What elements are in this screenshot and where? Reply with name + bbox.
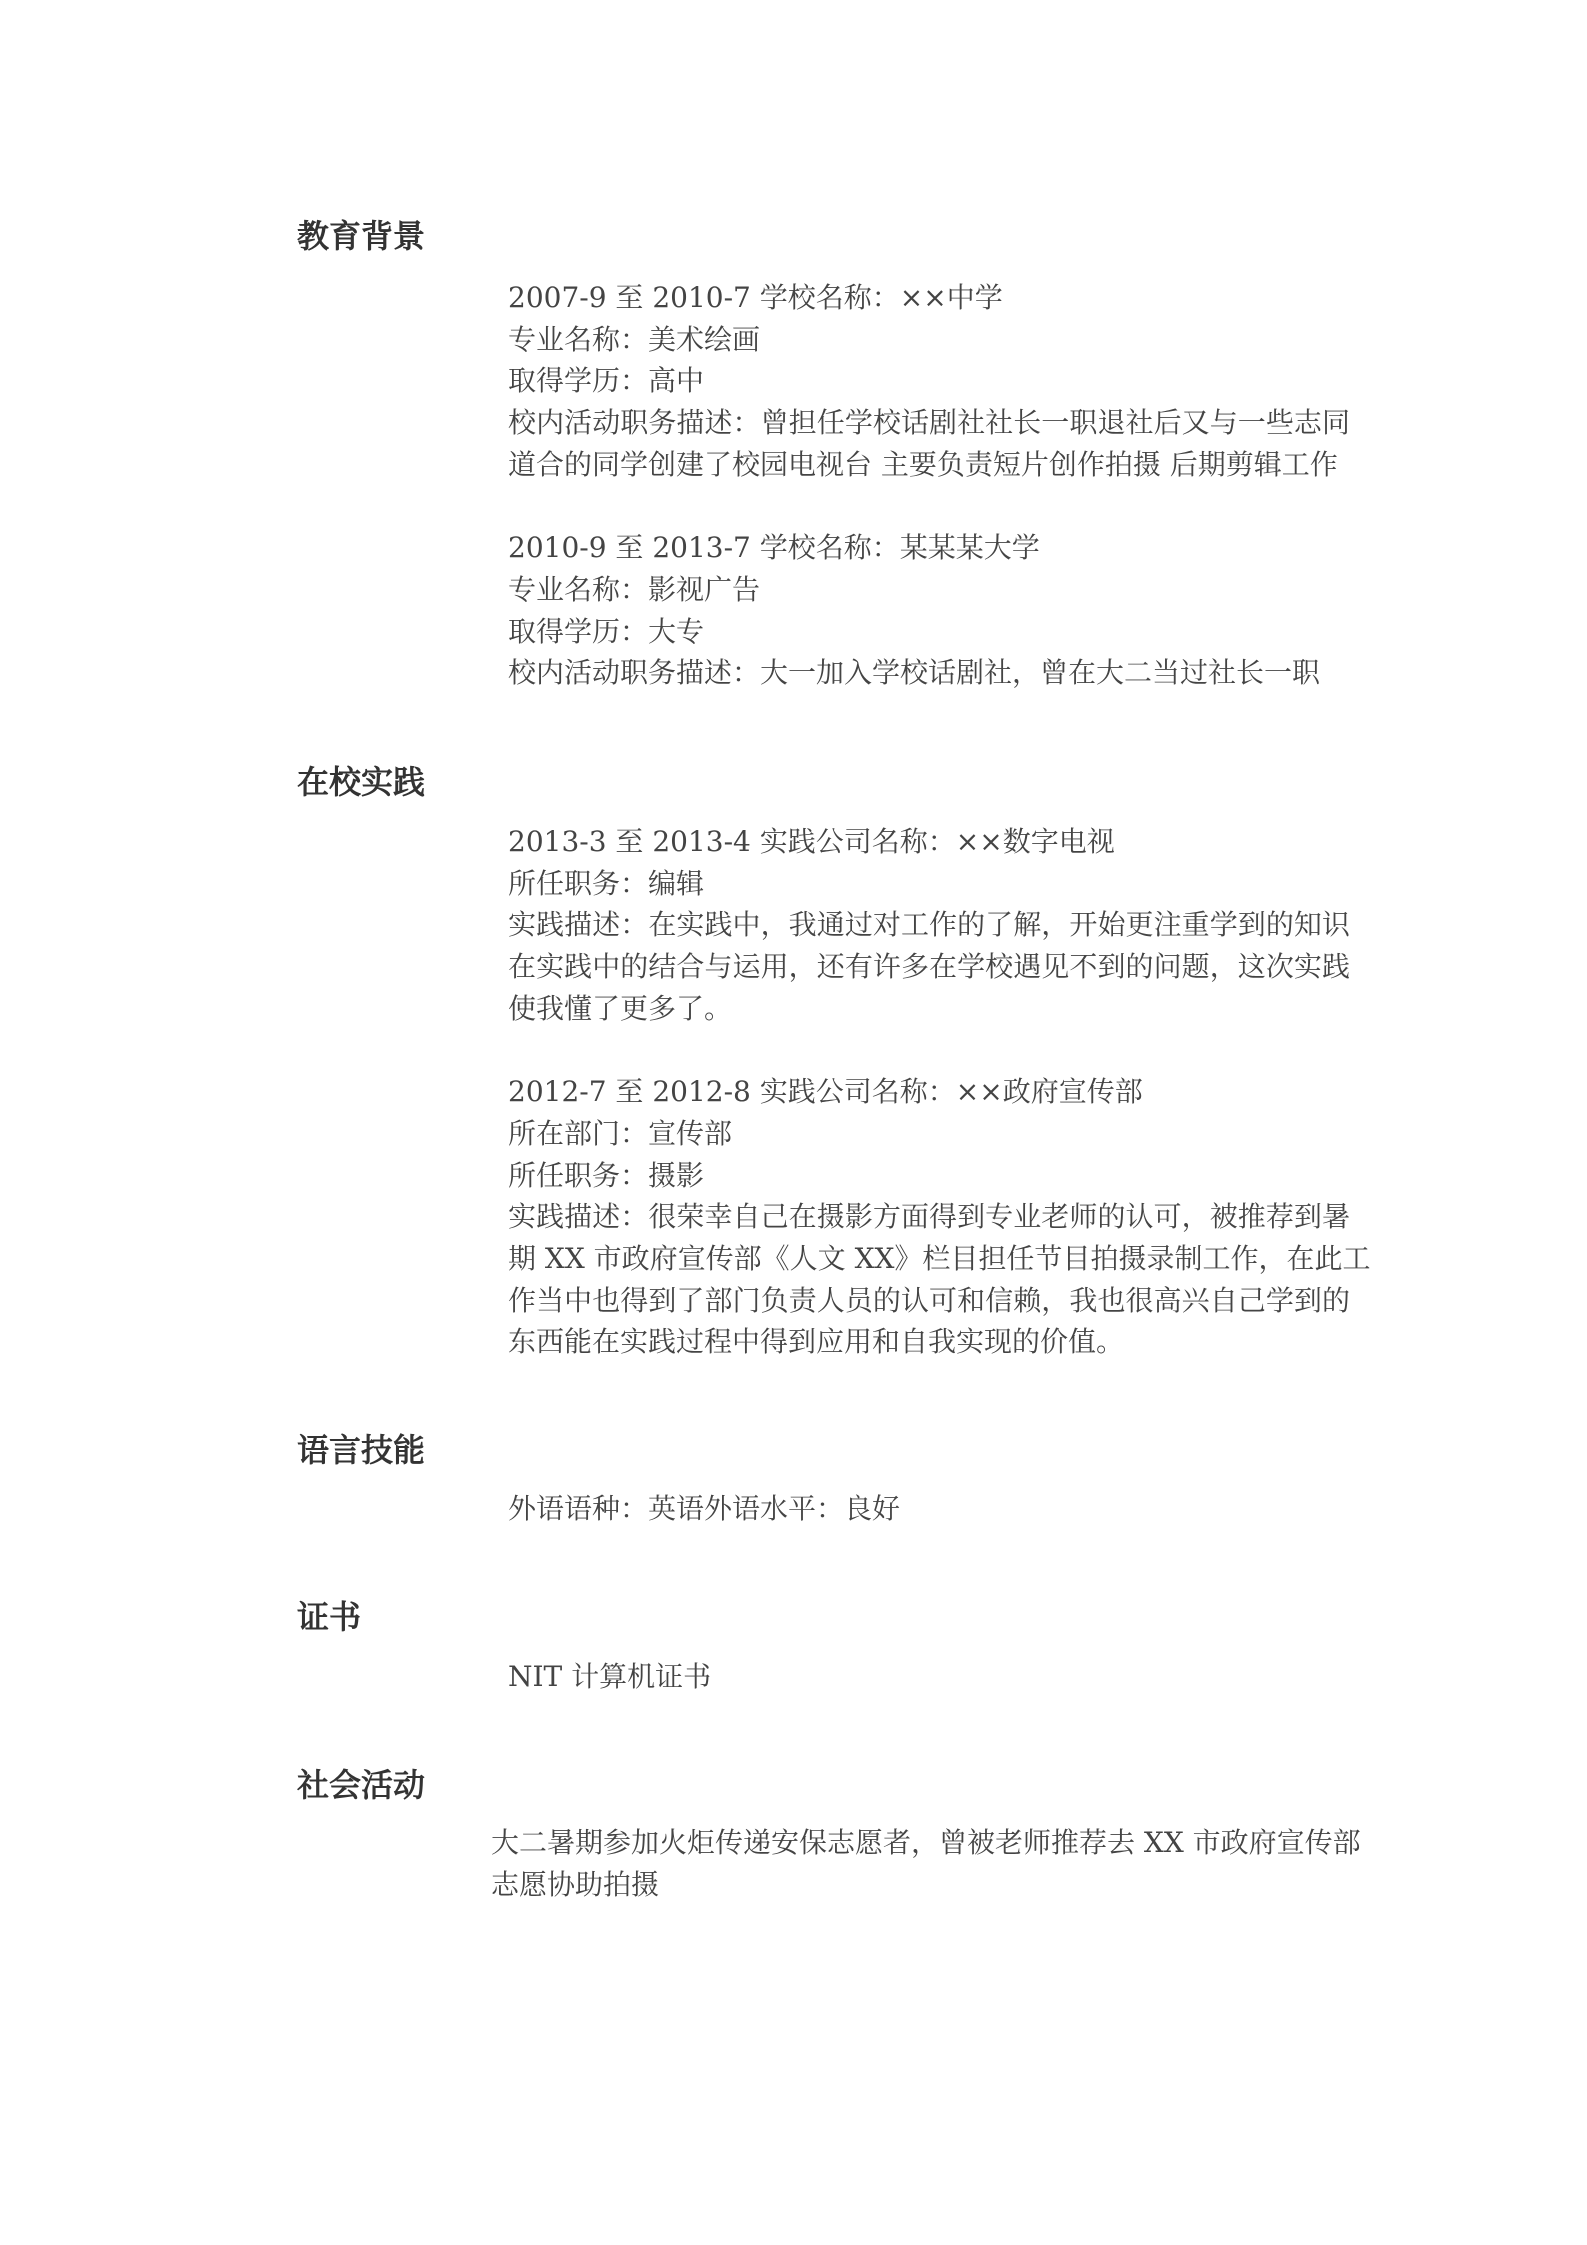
education-dates-school: 2007-9 至 2010-7 学校名称：××中学	[508, 281, 1003, 314]
social-heading: 社会活动	[297, 1766, 426, 1804]
language-section	[508, 1488, 1358, 1530]
practice-position: 所任职务：摄影	[508, 1158, 705, 1192]
practice-description-line: 东西能在实践过程中得到应用和自我实现的价值。	[508, 1325, 1125, 1359]
education-degree: 取得学历：大专	[508, 614, 705, 648]
education-major: 专业名称：影视广告	[508, 572, 761, 606]
practice-position: 所任职务：编辑	[508, 866, 705, 900]
practice-description-line: 作当中也得到了部门负责人员的认可和信赖，我也很高兴自己学到的	[508, 1283, 1350, 1317]
education-description-line: 校内活动职务描述：大一加入学校话剧社，曾在大二当过社长一职	[508, 656, 1321, 690]
practice-dates-company: 2012-7 至 2012-8 实践公司名称：××政府宣传部	[508, 1075, 1143, 1109]
practice-entry	[508, 1071, 1371, 1363]
practice-description-line: 实践描述：在实践中，我通过对工作的了解，开始更注重学到的知识	[508, 908, 1350, 942]
education-entry	[508, 527, 1358, 694]
spacer	[508, 1030, 1358, 1072]
social-activity-line: 志愿协助拍摄	[491, 1867, 660, 1901]
education-description-line: 校内活动职务描述：曾担任学校话剧社社长一职退社后又与一些志同	[508, 406, 1350, 440]
practice-description-line: 期 XX 市政府宣传部《人文 XX》栏目担任节目拍摄录制工作，在此工	[508, 1242, 1371, 1276]
practice-department: 所在部门：宣传部	[508, 1116, 733, 1150]
practice-dates-company: 2013-3 至 2013-4 实践公司名称：××数字电视	[508, 825, 1115, 858]
education-section	[508, 277, 1358, 694]
social-activity-line: 大二暑期参加火炬传递安保志愿者，曾被老师推荐去 XX 市政府宣传部	[491, 1826, 1361, 1859]
education-degree: 取得学历：高中	[508, 364, 705, 398]
practice-section	[508, 821, 1371, 1363]
practice-description-line: 使我懂了更多了。	[508, 991, 733, 1025]
education-description-line: 道合的同学创建了校园电视台 主要负责短片创作拍摄 后期剪辑工作	[508, 447, 1338, 481]
language-skill-line: 外语语种：英语外语水平：良好	[508, 1492, 901, 1525]
certificates-heading: 证书	[297, 1598, 362, 1636]
practice-heading: 在校实践	[297, 763, 426, 801]
practice-description-line: 实践描述：很荣幸自己在摄影方面得到专业老师的认可，被推荐到暑	[508, 1200, 1350, 1234]
education-entry	[508, 277, 1358, 486]
education-major: 专业名称：美术绘画	[508, 322, 761, 356]
certificates-section	[508, 1656, 1358, 1698]
education-dates-school: 2010-9 至 2013-7 学校名称：某某某大学	[508, 531, 1040, 565]
certificate-item: NIT 计算机证书	[508, 1660, 712, 1693]
language-heading: 语言技能	[297, 1431, 426, 1469]
education-heading: 教育背景	[297, 217, 426, 255]
social-section	[491, 1822, 1361, 1905]
practice-description-line: 在实践中的结合与运用，还有许多在学校遇见不到的问题，这次实践	[508, 950, 1350, 984]
spacer	[508, 486, 1358, 528]
practice-entry	[508, 821, 1358, 1030]
